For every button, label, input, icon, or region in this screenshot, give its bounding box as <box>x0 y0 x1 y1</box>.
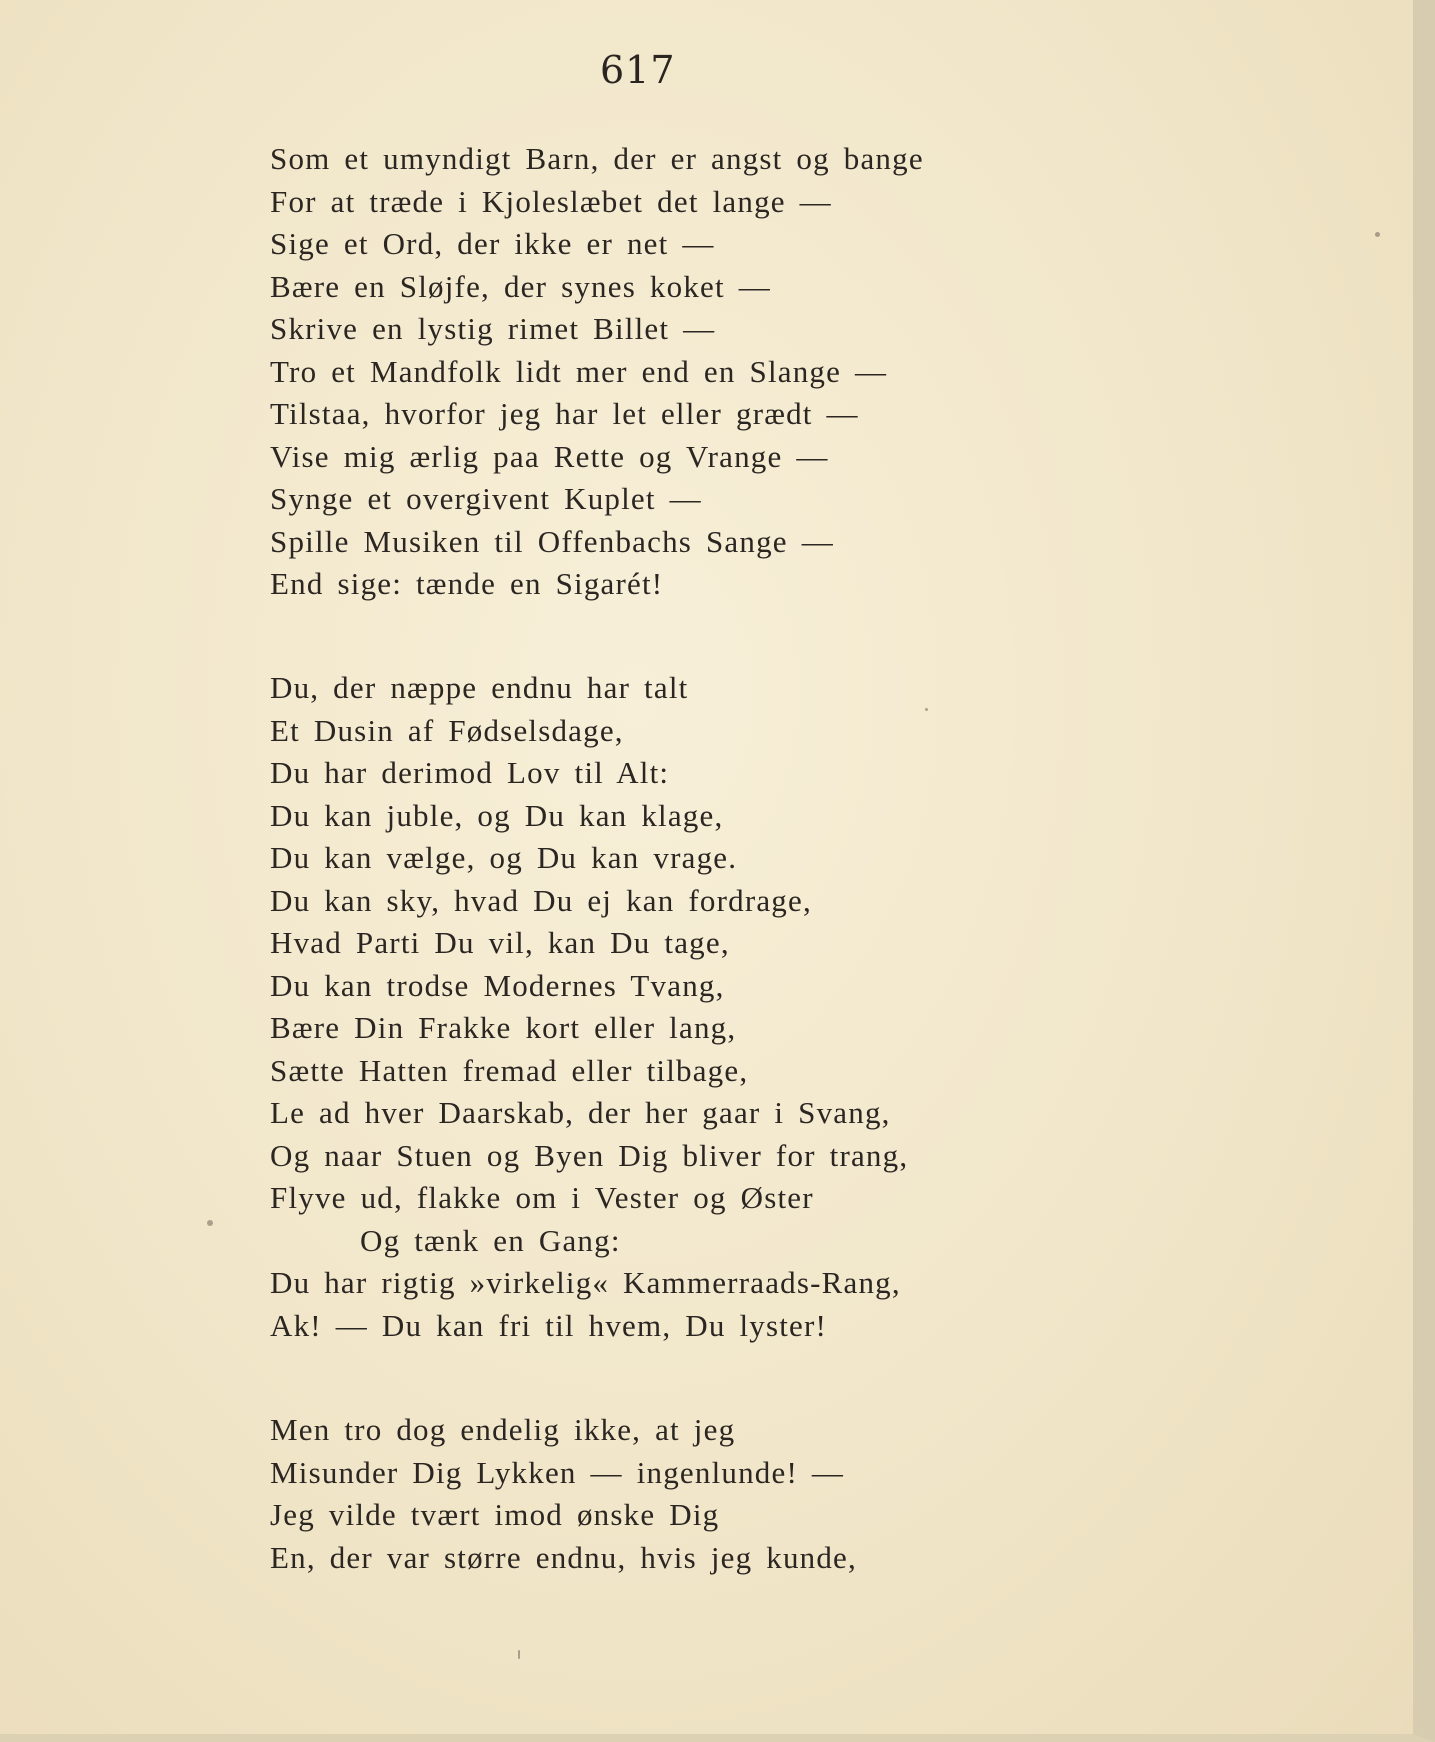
poem-line: Jeg vilde tvært imod ønske Dig <box>270 1497 720 1532</box>
poem-line: Skrive en lystig rimet Billet — <box>270 311 716 346</box>
page-number: 617 <box>600 48 676 92</box>
poem-line: Spille Musiken til Offenbachs Sange — <box>270 523 834 559</box>
poem-line: Og tænk en Gang: <box>360 1222 621 1258</box>
poem-line: Bære en Sløjfe, der synes koket — <box>270 268 771 304</box>
poem-line: Misunder Dig Lykken — ingenlunde! — <box>270 1454 845 1490</box>
poem-line: Og naar Stuen og Byen Dig bliver for trang, <box>270 1137 909 1173</box>
poem-line: Du kan trodse Modernes Tvang, <box>270 967 725 1003</box>
poem-line: Bære Din Frakke kort eller lang, <box>270 1010 737 1045</box>
poem-stanza-1 <box>270 138 924 606</box>
poem-line: Du kan sky, hvad Du ej kan fordrage, <box>270 882 812 918</box>
poem-line: En, der var større endnu, hvis jeg kunde, <box>270 1539 857 1575</box>
poem-line: Sætte Hatten fremad eller tilbage, <box>270 1052 749 1088</box>
paper-speck <box>925 708 928 711</box>
paper-speck <box>518 1650 520 1659</box>
poem-line: Du har derimod Lov til Alt: <box>270 755 670 790</box>
poem-line: Et Dusin af Fødselsdage, <box>270 712 624 748</box>
poem-line: Som et umyndigt Barn, der er angst og bange <box>270 141 924 176</box>
poem-line: For at træde i Kjoleslæbet det lange — <box>270 183 832 219</box>
poem-line: End sige: tænde en Sigarét! <box>270 566 664 601</box>
poem-stanza-3 <box>270 1409 857 1579</box>
poem-line: Flyve ud, flakke om i Vester og Øster <box>270 1180 814 1215</box>
poem-line: Du har rigtig »virkelig« Kammerraads-Rang, <box>270 1265 901 1300</box>
poem-line: Tilstaa, hvorfor jeg har let eller grædt — <box>270 396 859 431</box>
poem-line: Du kan vælge, og Du kan vrage. <box>270 840 738 875</box>
poem-line: Du, der næppe endnu har talt <box>270 670 689 705</box>
poem-line: Synge et overgivent Kuplet — <box>270 481 702 516</box>
poem-line: Men tro dog endelig ikke, at jeg <box>270 1412 736 1447</box>
poem-stanza-2 <box>270 667 908 1347</box>
poem-line: Sige et Ord, der ikke er net — <box>270 226 715 261</box>
poem-line: Le ad hver Daarskab, der her gaar i Svang, <box>270 1095 891 1130</box>
poem-line: Ak! — Du kan fri til hvem, Du lyster! <box>270 1307 828 1343</box>
poem-line: Vise mig ærlig paa Rette og Vrange — <box>270 438 829 474</box>
poem-line: Tro et Mandfolk lidt mer end en Slange — <box>270 353 888 389</box>
paper-speck <box>207 1220 213 1226</box>
poem-line: Du kan juble, og Du kan klage, <box>270 797 724 833</box>
paper-speck <box>1375 232 1380 237</box>
poem-line: Hvad Parti Du vil, kan Du tage, <box>270 925 730 960</box>
